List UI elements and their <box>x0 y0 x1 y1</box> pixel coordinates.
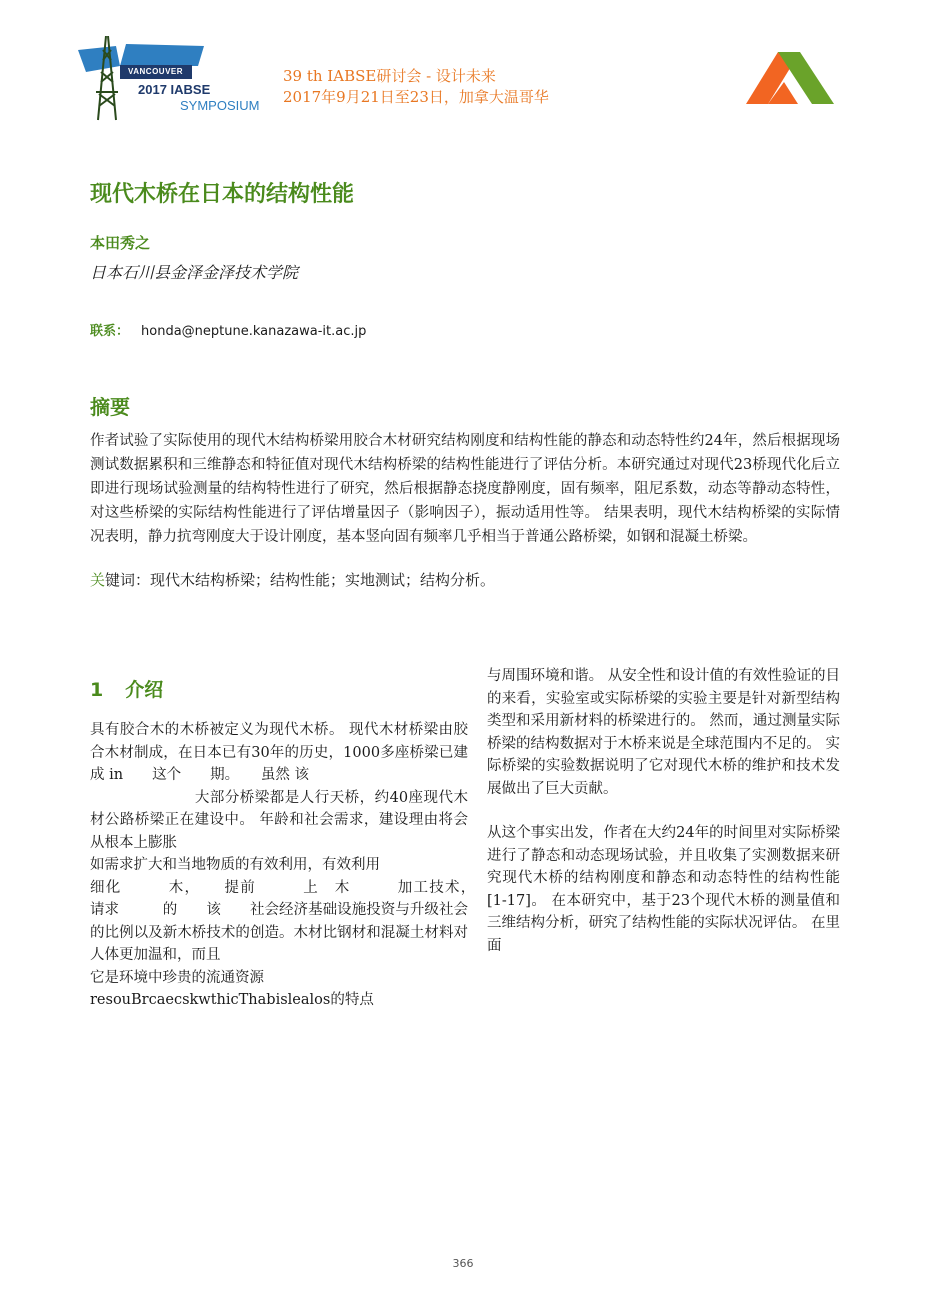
paragraph: 大部分桥梁都是人行天桥，约40座现代木材公路桥梁正在建设中。 年龄和社会需求，建设理由将会从根本上膨胀 <box>90 789 468 851</box>
paragraph: 如需求扩大和当地物质的有效利用，有效利用 <box>90 857 380 873</box>
paragraph: 具有胶合木的木桥被定义为现代木桥。 现代木材桥梁由胶合木材制成，在日本已有30年的历史，1000多座桥梁已建成 in 这个 期。 虽然 该 <box>90 722 468 783</box>
keywords <box>90 569 495 590</box>
chevron-logo-icon <box>746 52 834 104</box>
author-affiliation: 日本石川县金泽金泽技术学院 <box>90 263 299 282</box>
logo-city-text: VANCOUVER <box>128 67 184 76</box>
paragraph: 从这个事实出发，作者在大约24年的时间里对实际桥梁进行了静态和动态现场试验，并且收集了实测数据来研究现代木桥的结构刚度和静态和动态特性的结构性能[1-17]。 在本研究中，基于23个现代木桥的测量值和三维结构分析，研究了结构性能的实际状况评估。 在里面 <box>487 825 840 954</box>
contact-label: 联系： <box>90 324 130 339</box>
paragraph: 与周围环境和谐。 从安全性和设计值的有效性验证的目的来看，实验室或实际桥梁的实验主要是针对新型结构类型和采用新材料的桥梁进行的。 然而，通过测量实际桥梁的结构数据对于木桥来说是全球范围内不足的。 实际桥梁的实验数据说明了它对现代木桥的维护和技术发展做出了巨大贡献。 <box>487 668 840 797</box>
author-name: 本田秀之 <box>90 234 151 252</box>
paper-title: 现代木桥在日本的结构性能 <box>90 182 355 207</box>
abstract-heading: 摘要 <box>90 395 130 419</box>
conference-date-location: 2017年9月21日至23日，加拿大温哥华 <box>283 88 549 106</box>
page-number: 366 <box>452 1257 474 1270</box>
conference-title: 39 th IABSE研讨会 - 设计未来 <box>283 67 496 85</box>
logo-year-text: 2017 IABSE <box>138 82 211 97</box>
paragraph: 细化 木， 提前 上 木 加工技术， 请求 的 该 社会经济基础设施投资与升级社会的比例以及新木桥技术的创造。木材比钢材和混凝土材料对人体更加温和，而且 <box>90 879 526 963</box>
conference-info <box>283 66 549 108</box>
logo-symposium-text: SYMPOSIUM <box>180 98 260 113</box>
left-column <box>90 719 526 1012</box>
section-heading <box>90 675 163 702</box>
contact-email[interactable]: honda@neptune.kanazawa-it.ac.jp <box>141 324 367 339</box>
right-column <box>487 665 840 979</box>
section-title: 介绍 <box>125 679 164 701</box>
contact-line <box>90 320 366 339</box>
abstract-text: 作者试验了实际使用的现代木结构桥梁用胶合木材研究结构刚度和结构性能的静态和动态特性约24年，然后根据现场测试数据累积和三维静态和特征值对现代木结构桥梁的结构性能进行了评估分析。本研究通过对现代23桥现代化后立即进行现场试验测量的结构特性进行了研究，然后根据静态挠度静刚度，固有频率，阻尼系数，动态等静动态特性，对这些桥梁的实际结构性能进行了评估增量因子（影响因子），振动适用性等。 结果表明，现代木结构桥梁的实际情况表明，静力抗弯刚度大于设计刚度，基本竖向固有频率几乎相当于普通公路桥梁，如钢和混凝土桥梁。 <box>90 433 840 545</box>
paragraph: 它是环境中珍贵的流通资源 <box>90 969 264 986</box>
keywords-first-char: 关 <box>90 571 106 589</box>
paragraph: resouBrcaecskwthicThabisleal​os的特点 <box>90 992 374 1008</box>
section-number: 1 <box>90 679 104 701</box>
symposium-logo <box>76 36 268 122</box>
keywords-text: 键词：现代木结构桥梁；结构性能；实地测试；结构分析。 <box>105 571 496 589</box>
